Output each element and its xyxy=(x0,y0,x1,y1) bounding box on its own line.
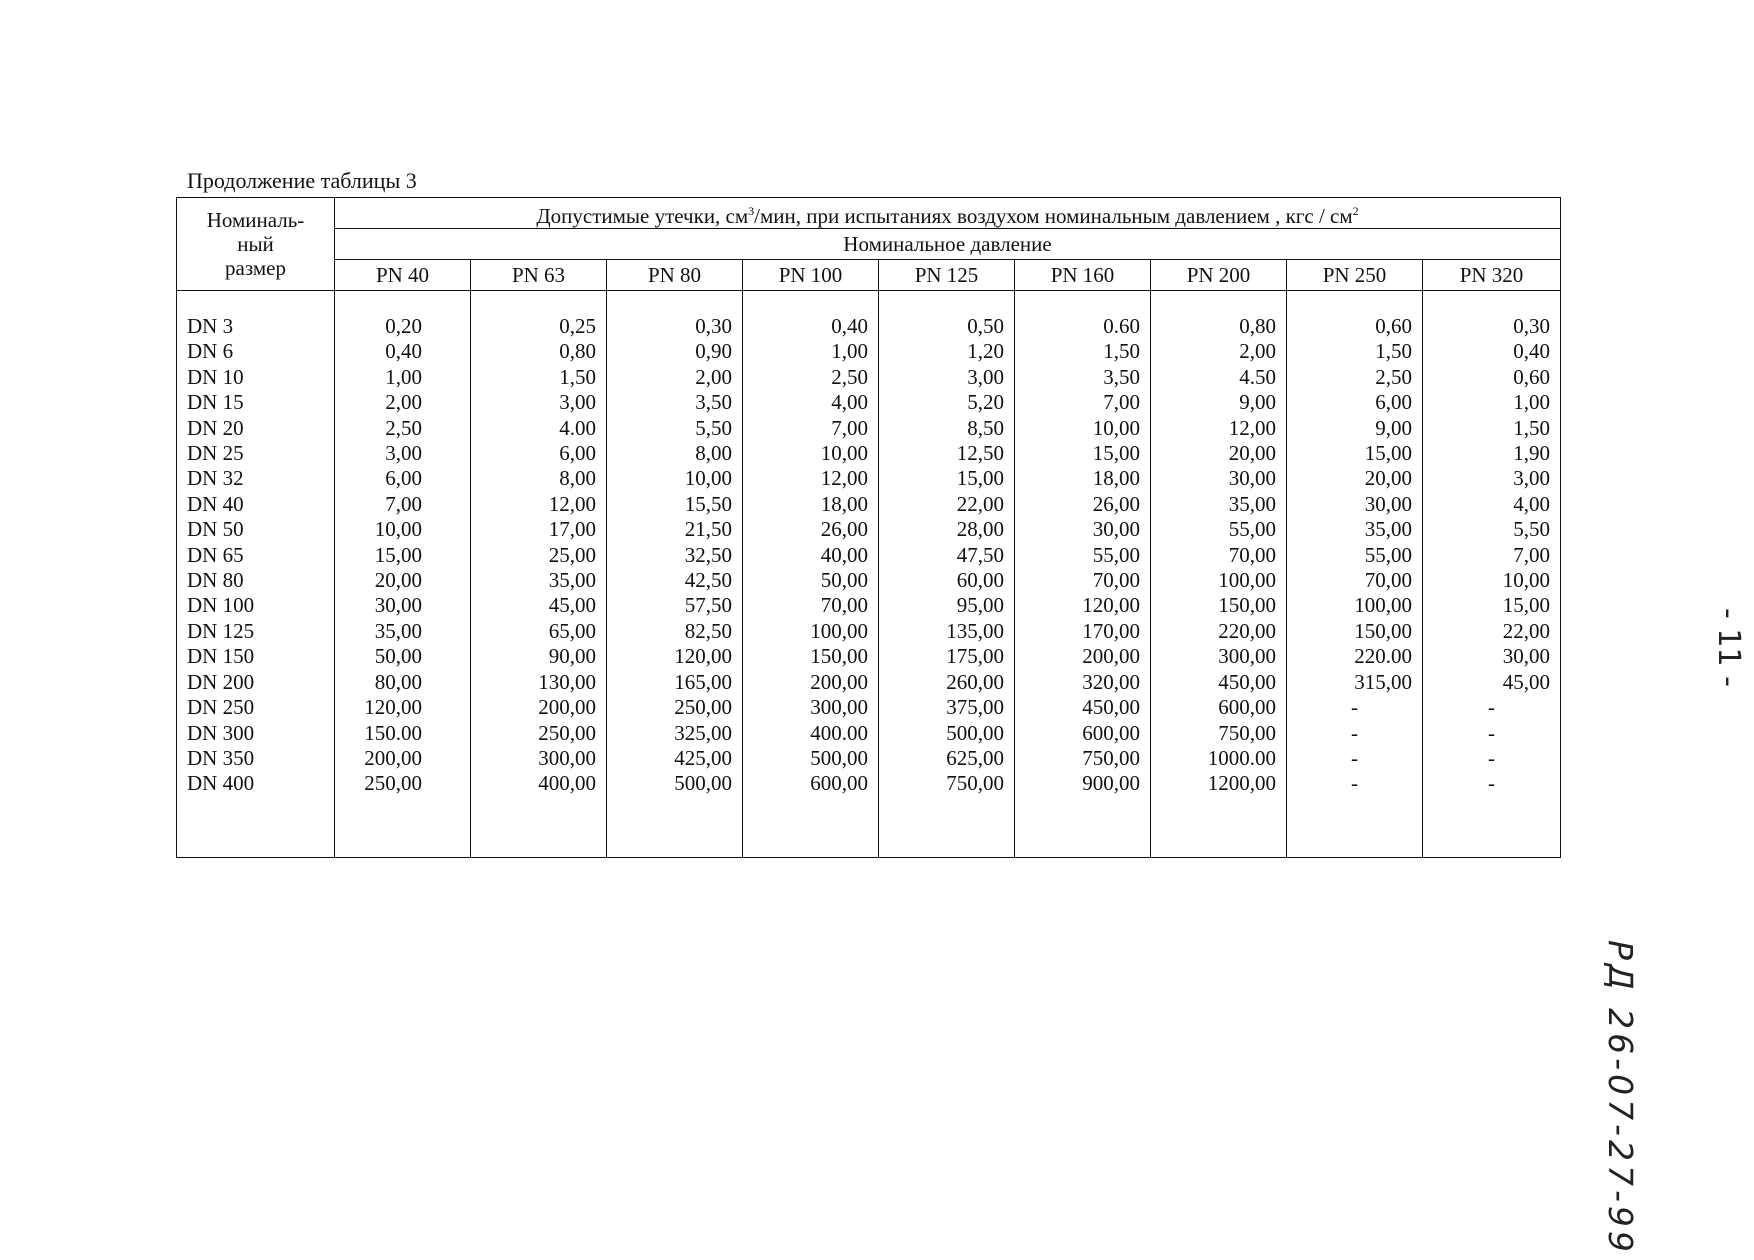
table-row xyxy=(177,670,1561,695)
nominal-size-cell: DN 200 xyxy=(177,670,335,695)
leakage-value-cell: 1,50 xyxy=(1015,339,1151,364)
nominal-size-cell: DN 3 xyxy=(177,314,335,339)
leakage-value-cell: 3,50 xyxy=(607,390,743,415)
leakage-value-cell: 750,00 xyxy=(1015,746,1151,771)
leakage-value-cell: 135,00 xyxy=(879,619,1015,644)
leakage-value-cell: 3,50 xyxy=(1015,365,1151,390)
leakage-value-cell: 40,00 xyxy=(743,543,879,568)
nominal-size-cell: DN 125 xyxy=(177,619,335,644)
leakage-value-cell: 3,00 xyxy=(879,365,1015,390)
leakage-value-cell: 12,00 xyxy=(1151,416,1287,441)
leakage-value-cell: 1,50 xyxy=(1287,339,1423,364)
nominal-size-header-line: Номиналь- xyxy=(206,208,305,232)
table-row xyxy=(177,593,1561,618)
leakage-value-cell: - xyxy=(1423,721,1561,746)
leakage-value-cell: 320,00 xyxy=(1015,670,1151,695)
leakage-value-cell: - xyxy=(1423,695,1561,720)
table-row xyxy=(177,339,1561,364)
leakage-value-cell: 70,00 xyxy=(743,593,879,618)
table-caption: Продолжение таблицы 3 xyxy=(187,168,417,193)
leakage-value-cell: 3,00 xyxy=(335,441,471,466)
nominal-size-cell: DN 400 xyxy=(177,771,335,796)
pn-column-header: PN 125 xyxy=(879,260,1015,291)
nominal-size-cell: DN 65 xyxy=(177,543,335,568)
leakage-value-cell: 6,00 xyxy=(335,466,471,491)
leakage-value-cell: 120,00 xyxy=(607,644,743,669)
nominal-size-header-line: ный xyxy=(237,232,274,256)
leakage-value-cell: 8,50 xyxy=(879,416,1015,441)
leakage-value-cell: 47,50 xyxy=(879,543,1015,568)
leakage-value-cell: 55,00 xyxy=(1015,543,1151,568)
table-row xyxy=(177,365,1561,390)
leakage-value-cell: 35,00 xyxy=(335,619,471,644)
leakage-value-cell: 1,00 xyxy=(335,365,471,390)
leakage-value-cell: 5,50 xyxy=(1423,517,1561,542)
nominal-size-cell: DN 40 xyxy=(177,492,335,517)
table-row xyxy=(177,390,1561,415)
leakage-value-cell: 120,00 xyxy=(1015,593,1151,618)
leakage-value-cell: 0,40 xyxy=(335,339,471,364)
leakage-value-cell: 20,00 xyxy=(1287,466,1423,491)
leakage-value-cell: 5,50 xyxy=(607,416,743,441)
leakage-value-cell: 22,00 xyxy=(879,492,1015,517)
leakage-value-cell: 4,00 xyxy=(743,390,879,415)
leakage-value-cell: 15,00 xyxy=(879,466,1015,491)
leakage-value-cell: 300,00 xyxy=(743,695,879,720)
leakage-value-cell: 35,00 xyxy=(471,568,607,593)
leakage-value-cell: 450,00 xyxy=(1151,670,1287,695)
nominal-size-cell: DN 15 xyxy=(177,390,335,415)
leakage-value-cell: 200,00 xyxy=(743,670,879,695)
leakage-value-cell: 325,00 xyxy=(607,721,743,746)
nominal-size-cell: DN 25 xyxy=(177,441,335,466)
leakage-value-cell: 150,00 xyxy=(1151,593,1287,618)
leakage-value-cell: 100,00 xyxy=(1151,568,1287,593)
leakage-value-cell: 60,00 xyxy=(879,568,1015,593)
pn-column-header: PN 63 xyxy=(471,260,607,291)
leakage-value-cell: 500,00 xyxy=(879,721,1015,746)
leakage-value-cell: 82,50 xyxy=(607,619,743,644)
leakage-value-cell: 100,00 xyxy=(743,619,879,644)
leakage-value-cell: 2,00 xyxy=(1151,339,1287,364)
leakage-value-cell: 65,00 xyxy=(471,619,607,644)
leakage-value-cell: 30,00 xyxy=(335,593,471,618)
leakage-value-cell: 2,00 xyxy=(607,365,743,390)
table-row xyxy=(177,517,1561,542)
leakage-value-cell: - xyxy=(1287,721,1423,746)
leakage-value-cell: 1200,00 xyxy=(1151,771,1287,796)
leakage-value-cell: 150,00 xyxy=(743,644,879,669)
pn-column-header: PN 200 xyxy=(1151,260,1287,291)
leakage-value-cell: 260,00 xyxy=(879,670,1015,695)
leakage-value-cell: 55,00 xyxy=(1151,517,1287,542)
pn-column-header: PN 320 xyxy=(1423,260,1561,291)
leakage-value-cell: 6,00 xyxy=(471,441,607,466)
table-row xyxy=(177,644,1561,669)
nominal-size-cell: DN 250 xyxy=(177,695,335,720)
leakage-value-cell: 20,00 xyxy=(335,568,471,593)
leakage-value-cell: 0,25 xyxy=(471,314,607,339)
leakage-value-cell: 1000.00 xyxy=(1151,746,1287,771)
leakage-value-cell: 300,00 xyxy=(471,746,607,771)
leakage-value-cell: 900,00 xyxy=(1015,771,1151,796)
nominal-size-cell: DN 32 xyxy=(177,466,335,491)
nominal-size-cell: DN 6 xyxy=(177,339,335,364)
nominal-size-cell: DN 150 xyxy=(177,644,335,669)
leakage-value-cell: 9,00 xyxy=(1287,416,1423,441)
leakage-value-cell: 220,00 xyxy=(1151,619,1287,644)
leakage-value-cell: 5,20 xyxy=(879,390,1015,415)
leakage-value-cell: 400.00 xyxy=(743,721,879,746)
leakage-value-cell: 30,00 xyxy=(1287,492,1423,517)
leakage-value-cell: 1,50 xyxy=(471,365,607,390)
leakage-value-cell: 0,40 xyxy=(1423,339,1561,364)
leakage-value-cell: - xyxy=(1287,771,1423,796)
leakage-value-cell: 600,00 xyxy=(1015,721,1151,746)
leakage-value-cell: 70,00 xyxy=(1287,568,1423,593)
leakage-value-cell: 250,00 xyxy=(471,721,607,746)
leakage-value-cell: 200,00 xyxy=(1015,644,1151,669)
nominal-size-header xyxy=(177,198,335,291)
leakage-value-cell: 120,00 xyxy=(335,695,471,720)
nominal-size-header-line: размер xyxy=(225,256,286,280)
leakage-value-cell: 30,00 xyxy=(1151,466,1287,491)
leakage-value-cell: 15,50 xyxy=(607,492,743,517)
leakage-value-cell: 4.00 xyxy=(471,416,607,441)
leakage-value-cell: 10,00 xyxy=(335,517,471,542)
table-row xyxy=(177,721,1561,746)
leakage-value-cell: 1,00 xyxy=(743,339,879,364)
leakage-value-cell: 150,00 xyxy=(1287,619,1423,644)
table-row xyxy=(177,492,1561,517)
leakage-value-cell: 80,00 xyxy=(335,670,471,695)
leakage-value-cell: 0,30 xyxy=(1423,314,1561,339)
nominal-pressure-header: Номинальное давление xyxy=(335,229,1561,260)
leakage-value-cell: 165,00 xyxy=(607,670,743,695)
leakage-value-cell: - xyxy=(1287,695,1423,720)
table-row xyxy=(177,416,1561,441)
leakage-value-cell: 35,00 xyxy=(1151,492,1287,517)
leakage-value-cell: 30,00 xyxy=(1423,644,1561,669)
leakage-value-cell: - xyxy=(1423,746,1561,771)
table-row xyxy=(177,543,1561,568)
leakage-value-cell: 2,00 xyxy=(335,390,471,415)
leakage-value-cell: 15,00 xyxy=(1287,441,1423,466)
leakage-value-cell: 70,00 xyxy=(1015,568,1151,593)
leakage-value-cell: 15,00 xyxy=(335,543,471,568)
leakage-value-cell: 250,00 xyxy=(607,695,743,720)
leakage-value-cell: 45,00 xyxy=(1423,670,1561,695)
table-row xyxy=(177,441,1561,466)
page-number: - 11 - xyxy=(1710,608,1746,687)
leakage-value-cell: 2,50 xyxy=(1287,365,1423,390)
table-row xyxy=(177,771,1561,796)
leakage-value-cell: 7,00 xyxy=(1423,543,1561,568)
leakage-value-cell: 57,50 xyxy=(607,593,743,618)
leakage-value-cell: 4,00 xyxy=(1423,492,1561,517)
nominal-size-cell: DN 350 xyxy=(177,746,335,771)
leakage-value-cell: 3,00 xyxy=(471,390,607,415)
leakage-value-cell: 100,00 xyxy=(1287,593,1423,618)
leakage-value-cell: 35,00 xyxy=(1287,517,1423,542)
leakage-value-cell: 250,00 xyxy=(335,771,471,796)
leakage-value-cell: 32,50 xyxy=(607,543,743,568)
nominal-size-cell: DN 100 xyxy=(177,593,335,618)
leakage-value-cell: - xyxy=(1287,746,1423,771)
leakage-value-cell: 8,00 xyxy=(471,466,607,491)
leakage-value-cell: 10,00 xyxy=(1423,568,1561,593)
leakage-value-cell: 26,00 xyxy=(1015,492,1151,517)
leakage-value-cell: 95,00 xyxy=(879,593,1015,618)
leakage-value-cell: 3,00 xyxy=(1423,466,1561,491)
leakage-value-cell: 50,00 xyxy=(743,568,879,593)
leakage-value-cell: 12,50 xyxy=(879,441,1015,466)
leakage-value-cell: 10,00 xyxy=(607,466,743,491)
leakage-value-cell: 42,50 xyxy=(607,568,743,593)
document-code: РД 26-07-27-99 xyxy=(1601,940,1640,1256)
leakage-value-cell: 450,00 xyxy=(1015,695,1151,720)
leakage-value-cell: 1,50 xyxy=(1423,416,1561,441)
leakage-value-cell: 15,00 xyxy=(1423,593,1561,618)
pn-column-header: PN 80 xyxy=(607,260,743,291)
nominal-size-cell: DN 10 xyxy=(177,365,335,390)
leakage-value-cell: 18,00 xyxy=(743,492,879,517)
nominal-size-cell: DN 50 xyxy=(177,517,335,542)
leakage-value-cell: 130,00 xyxy=(471,670,607,695)
leakage-value-cell: 7,00 xyxy=(1015,390,1151,415)
leakage-value-cell: 12,00 xyxy=(471,492,607,517)
leakage-value-cell: 2,50 xyxy=(335,416,471,441)
table-row xyxy=(177,746,1561,771)
leakage-value-cell: 0,60 xyxy=(1423,365,1561,390)
leakage-value-cell: 220.00 xyxy=(1287,644,1423,669)
leakage-value-cell: 22,00 xyxy=(1423,619,1561,644)
leakage-value-cell: 1,90 xyxy=(1423,441,1561,466)
nominal-size-cell: DN 300 xyxy=(177,721,335,746)
leakage-value-cell: 10,00 xyxy=(743,441,879,466)
leakage-value-cell: 315,00 xyxy=(1287,670,1423,695)
leakage-value-cell: 45,00 xyxy=(471,593,607,618)
leakage-value-cell: 90,00 xyxy=(471,644,607,669)
leakage-value-cell: 0,20 xyxy=(335,314,471,339)
leakage-value-cell: 0,50 xyxy=(879,314,1015,339)
leakage-value-cell: 50,00 xyxy=(335,644,471,669)
pn-column-header: PN 100 xyxy=(743,260,879,291)
leakage-value-cell: 15,00 xyxy=(1015,441,1151,466)
leakage-value-cell: 7,00 xyxy=(335,492,471,517)
leakage-value-cell: 150.00 xyxy=(335,721,471,746)
leakage-value-cell: 55,00 xyxy=(1287,543,1423,568)
leakage-value-cell: 17,00 xyxy=(471,517,607,542)
leakage-value-cell: 70,00 xyxy=(1151,543,1287,568)
leakage-value-cell: 600,00 xyxy=(1151,695,1287,720)
table-row xyxy=(177,314,1561,339)
leakage-value-cell: 10,00 xyxy=(1015,416,1151,441)
leakage-value-cell: 200,00 xyxy=(335,746,471,771)
pn-column-header: PN 160 xyxy=(1015,260,1151,291)
leakage-value-cell: 26,00 xyxy=(743,517,879,542)
leakage-value-cell: 750,00 xyxy=(879,771,1015,796)
leakage-value-cell: 170,00 xyxy=(1015,619,1151,644)
leakage-header: Допустимые утечки, $см^3$/мин, при испытаниях воздухом номинальным давлением , кгс / $см^2$ xyxy=(335,198,1561,229)
leakage-value-cell: 750,00 xyxy=(1151,721,1287,746)
leakage-value-cell: - xyxy=(1423,771,1561,796)
pn-column-header: PN 40 xyxy=(335,260,471,291)
leakage-value-cell: 175,00 xyxy=(879,644,1015,669)
leakage-value-cell: 1,20 xyxy=(879,339,1015,364)
leakage-value-cell: 500,00 xyxy=(743,746,879,771)
pn-column-header: PN 250 xyxy=(1287,260,1423,291)
leakage-value-cell: 400,00 xyxy=(471,771,607,796)
leakage-value-cell: 200,00 xyxy=(471,695,607,720)
leakage-value-cell: 4.50 xyxy=(1151,365,1287,390)
leakage-value-cell: 0,80 xyxy=(471,339,607,364)
leakage-value-cell: 2,50 xyxy=(743,365,879,390)
leakage-value-cell: 0,40 xyxy=(743,314,879,339)
leakage-value-cell: 0.60 xyxy=(1015,314,1151,339)
leakage-value-cell: 12,00 xyxy=(743,466,879,491)
leakage-value-cell: 625,00 xyxy=(879,746,1015,771)
leakage-value-cell: 25,00 xyxy=(471,543,607,568)
leakage-value-cell: 0,60 xyxy=(1287,314,1423,339)
leakage-value-cell: 20,00 xyxy=(1151,441,1287,466)
leakage-value-cell: 6,00 xyxy=(1287,390,1423,415)
leakage-value-cell: 300,00 xyxy=(1151,644,1287,669)
table-row xyxy=(177,568,1561,593)
table-row xyxy=(177,619,1561,644)
leakage-value-cell: 0,90 xyxy=(607,339,743,364)
leakage-value-cell: 7,00 xyxy=(743,416,879,441)
table-row xyxy=(177,466,1561,491)
leakage-value-cell: 0,80 xyxy=(1151,314,1287,339)
leakage-value-cell: 9,00 xyxy=(1151,390,1287,415)
nominal-size-cell: DN 20 xyxy=(177,416,335,441)
table-row xyxy=(177,695,1561,720)
leakage-value-cell: 425,00 xyxy=(607,746,743,771)
leakage-value-cell: 500,00 xyxy=(607,771,743,796)
leakage-value-cell: 600,00 xyxy=(743,771,879,796)
leakage-value-cell: 21,50 xyxy=(607,517,743,542)
leakage-value-cell: 8,00 xyxy=(607,441,743,466)
leakage-value-cell: 0,30 xyxy=(607,314,743,339)
leakage-value-cell: 375,00 xyxy=(879,695,1015,720)
leakage-value-cell: 1,00 xyxy=(1423,390,1561,415)
leakage-value-cell: 30,00 xyxy=(1015,517,1151,542)
leakage-table xyxy=(176,197,1561,858)
nominal-size-cell: DN 80 xyxy=(177,568,335,593)
leakage-value-cell: 28,00 xyxy=(879,517,1015,542)
leakage-value-cell: 18,00 xyxy=(1015,466,1151,491)
